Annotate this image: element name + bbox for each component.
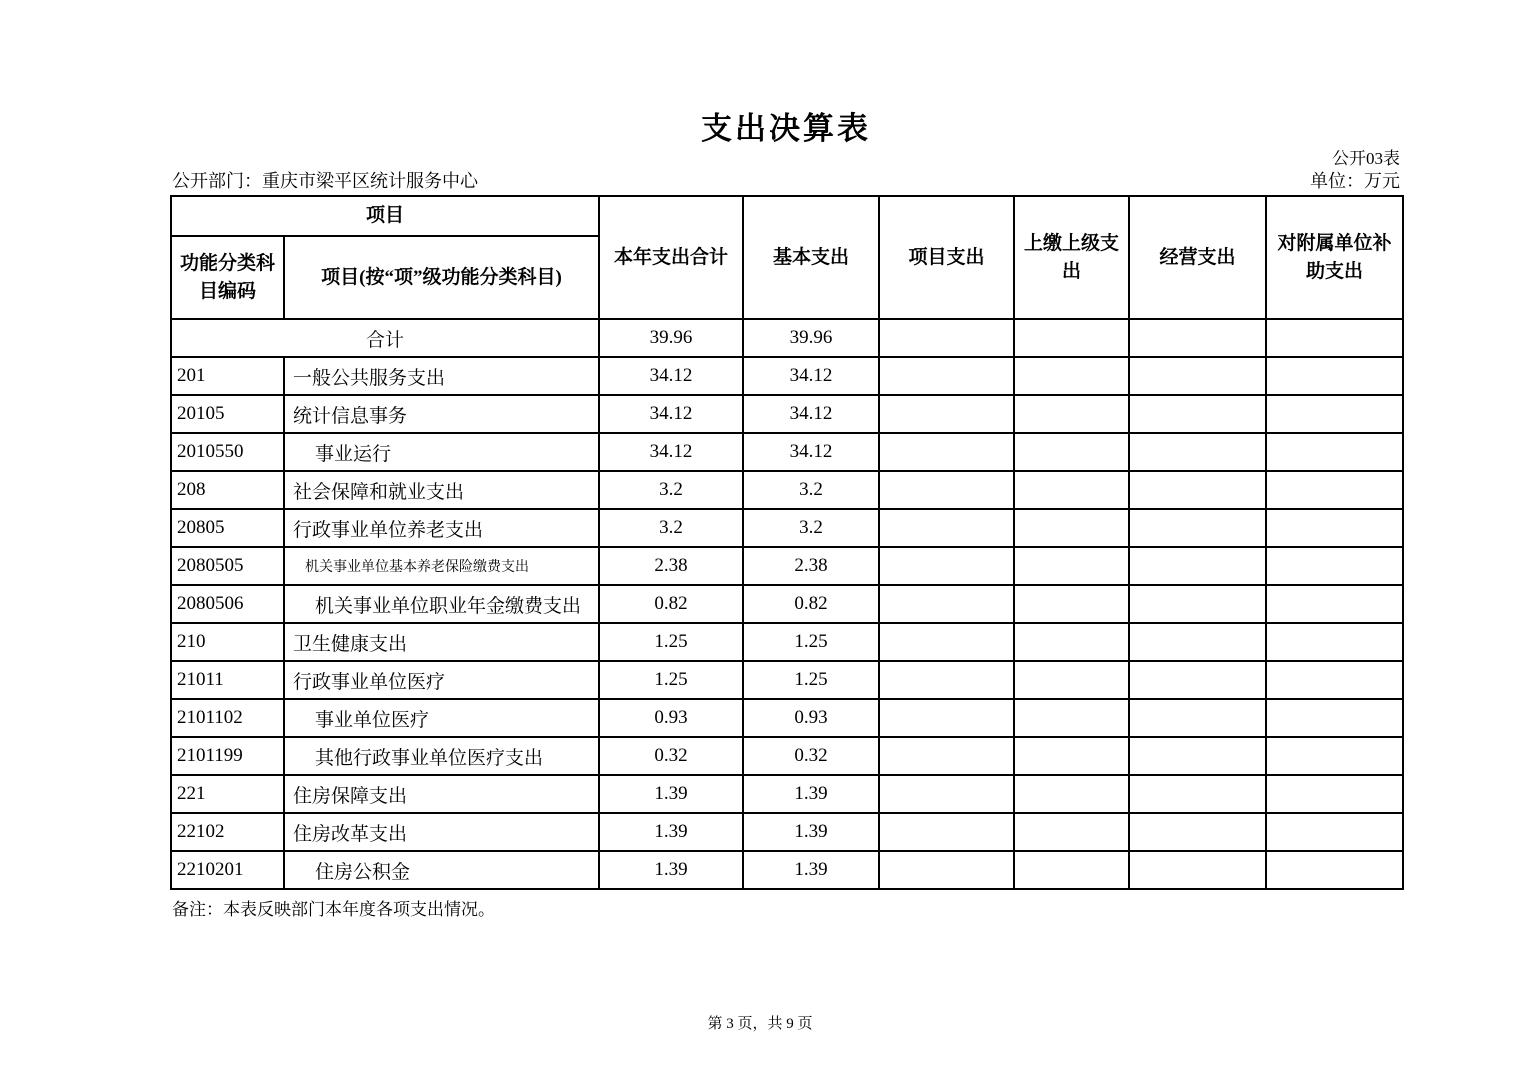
- table-row: [171, 813, 1403, 851]
- header-total-expenditure: 本年支出合计: [599, 196, 743, 319]
- table-row: [171, 585, 1403, 623]
- row-subsidy: [1266, 471, 1403, 509]
- row-operating: [1129, 775, 1266, 813]
- row-basic: 3.2: [743, 509, 879, 547]
- table-code-label: 公开03表: [1332, 149, 1400, 168]
- row-upper: [1014, 395, 1129, 433]
- row-name: 行政事业单位医疗: [284, 661, 599, 699]
- row-upper: [1014, 775, 1129, 813]
- row-subsidy: [1266, 433, 1403, 471]
- row-code: 210: [171, 623, 284, 661]
- row-project: [879, 547, 1014, 585]
- page-number: 第 3 页，共 9 页: [707, 1016, 813, 1032]
- row-project: [879, 699, 1014, 737]
- row-project: [879, 395, 1014, 433]
- header-row-group: [171, 196, 1403, 236]
- row-code: 20105: [171, 395, 284, 433]
- table-row: [171, 471, 1403, 509]
- table-row: [171, 737, 1403, 775]
- row-name: 社会保障和就业支出: [284, 471, 599, 509]
- table-row: [171, 509, 1403, 547]
- row-total: 0.93: [599, 699, 743, 737]
- total-project: [879, 319, 1014, 357]
- row-upper: [1014, 547, 1129, 585]
- row-code: 2080506: [171, 585, 284, 623]
- row-code: 20805: [171, 509, 284, 547]
- row-basic: 0.93: [743, 699, 879, 737]
- row-subsidy: [1266, 585, 1403, 623]
- department-label: 公开部门：重庆市梁平区统计服务中心: [172, 171, 478, 191]
- row-project: [879, 357, 1014, 395]
- table-row: [171, 851, 1403, 889]
- row-upper: [1014, 699, 1129, 737]
- row-operating: [1129, 547, 1266, 585]
- row-name: 住房保障支出: [284, 775, 599, 813]
- table-row: [171, 433, 1403, 471]
- table-row: [171, 357, 1403, 395]
- row-basic: 34.12: [743, 395, 879, 433]
- row-operating: [1129, 737, 1266, 775]
- row-code: 201: [171, 357, 284, 395]
- row-code: 2010550: [171, 433, 284, 471]
- row-total: 1.39: [599, 813, 743, 851]
- row-basic: 3.2: [743, 471, 879, 509]
- row-code: 208: [171, 471, 284, 509]
- row-name: 事业单位医疗: [284, 699, 599, 737]
- row-project: [879, 661, 1014, 699]
- header-project-expenditure: 项目支出: [879, 196, 1014, 319]
- row-total: 34.12: [599, 433, 743, 471]
- row-subsidy: [1266, 509, 1403, 547]
- row-project: [879, 775, 1014, 813]
- total-label: 合计: [171, 319, 599, 357]
- header-upper-level-payment: 上缴上级支出: [1014, 196, 1129, 319]
- row-name: 机关事业单位基本养老保险缴费支出: [284, 547, 599, 585]
- row-project: [879, 813, 1014, 851]
- total-basic: 39.96: [743, 319, 879, 357]
- row-code: 2210201: [171, 851, 284, 889]
- row-name: 住房改革支出: [284, 813, 599, 851]
- sheet-area: [170, 0, 1402, 1074]
- total-operating: [1129, 319, 1266, 357]
- table-body: [171, 319, 1403, 889]
- row-upper: [1014, 509, 1129, 547]
- row-name: 事业运行: [284, 433, 599, 471]
- row-upper: [1014, 585, 1129, 623]
- meta-row: [172, 167, 1400, 193]
- row-code: 21011: [171, 661, 284, 699]
- row-total: 34.12: [599, 357, 743, 395]
- total-row: [171, 319, 1403, 357]
- header-group-project: 项目: [171, 196, 599, 236]
- row-upper: [1014, 737, 1129, 775]
- row-code: 2080505: [171, 547, 284, 585]
- expenditure-table: [170, 195, 1404, 890]
- row-total: 1.39: [599, 851, 743, 889]
- row-project: [879, 433, 1014, 471]
- header-function-code: 功能分类科目编码: [171, 236, 284, 319]
- row-upper: [1014, 623, 1129, 661]
- row-upper: [1014, 851, 1129, 889]
- row-subsidy: [1266, 357, 1403, 395]
- row-basic: 1.25: [743, 661, 879, 699]
- header-operating-expenditure: 经营支出: [1129, 196, 1266, 319]
- table-row: [171, 699, 1403, 737]
- row-subsidy: [1266, 395, 1403, 433]
- row-operating: [1129, 813, 1266, 851]
- row-upper: [1014, 471, 1129, 509]
- unit-label: 单位：万元: [1310, 171, 1400, 191]
- row-total: 34.12: [599, 395, 743, 433]
- row-upper: [1014, 813, 1129, 851]
- row-project: [879, 737, 1014, 775]
- table-row: [171, 395, 1403, 433]
- header-subsidy-to-affiliates: 对附属单位补助支出: [1266, 196, 1403, 319]
- row-operating: [1129, 623, 1266, 661]
- row-operating: [1129, 699, 1266, 737]
- row-basic: 1.25: [743, 623, 879, 661]
- row-total: 3.2: [599, 471, 743, 509]
- note-text: 备注：本表反映部门本年度各项支出情况。: [172, 900, 495, 919]
- row-project: [879, 623, 1014, 661]
- table-row: [171, 547, 1403, 585]
- table-header: [171, 196, 1403, 319]
- row-total: 2.38: [599, 547, 743, 585]
- row-basic: 2.38: [743, 547, 879, 585]
- row-upper: [1014, 357, 1129, 395]
- row-subsidy: [1266, 699, 1403, 737]
- row-basic: 0.32: [743, 737, 879, 775]
- row-name: 其他行政事业单位医疗支出: [284, 737, 599, 775]
- row-subsidy: [1266, 547, 1403, 585]
- total-total: 39.96: [599, 319, 743, 357]
- row-total: 0.32: [599, 737, 743, 775]
- row-total: 0.82: [599, 585, 743, 623]
- row-subsidy: [1266, 813, 1403, 851]
- row-subsidy: [1266, 661, 1403, 699]
- row-operating: [1129, 471, 1266, 509]
- row-basic: 1.39: [743, 775, 879, 813]
- header-item-name: 项目(按“项”级功能分类科目): [284, 236, 599, 319]
- row-name: 住房公积金: [284, 851, 599, 889]
- row-basic: 34.12: [743, 433, 879, 471]
- row-upper: [1014, 433, 1129, 471]
- page-title: 支出决算表: [701, 111, 871, 146]
- row-operating: [1129, 661, 1266, 699]
- row-total: 1.39: [599, 775, 743, 813]
- row-operating: [1129, 357, 1266, 395]
- total-upper: [1014, 319, 1129, 357]
- table-row: [171, 623, 1403, 661]
- row-upper: [1014, 661, 1129, 699]
- row-project: [879, 509, 1014, 547]
- row-basic: 0.82: [743, 585, 879, 623]
- total-subsidy: [1266, 319, 1403, 357]
- row-subsidy: [1266, 775, 1403, 813]
- row-name: 统计信息事务: [284, 395, 599, 433]
- row-subsidy: [1266, 851, 1403, 889]
- row-name: 行政事业单位养老支出: [284, 509, 599, 547]
- row-subsidy: [1266, 737, 1403, 775]
- row-basic: 1.39: [743, 851, 879, 889]
- row-code: 2101102: [171, 699, 284, 737]
- row-basic: 34.12: [743, 357, 879, 395]
- row-operating: [1129, 433, 1266, 471]
- row-code: 22102: [171, 813, 284, 851]
- row-name: 一般公共服务支出: [284, 357, 599, 395]
- row-project: [879, 851, 1014, 889]
- header-basic-expenditure: 基本支出: [743, 196, 879, 319]
- row-subsidy: [1266, 623, 1403, 661]
- row-operating: [1129, 395, 1266, 433]
- table-row: [171, 661, 1403, 699]
- row-operating: [1129, 509, 1266, 547]
- row-operating: [1129, 851, 1266, 889]
- row-operating: [1129, 585, 1266, 623]
- row-code: 2101199: [171, 737, 284, 775]
- table-row: [171, 775, 1403, 813]
- row-name: 机关事业单位职业年金缴费支出: [284, 585, 599, 623]
- row-project: [879, 471, 1014, 509]
- row-total: 3.2: [599, 509, 743, 547]
- row-basic: 1.39: [743, 813, 879, 851]
- row-project: [879, 585, 1014, 623]
- row-name: 卫生健康支出: [284, 623, 599, 661]
- row-code: 221: [171, 775, 284, 813]
- row-total: 1.25: [599, 661, 743, 699]
- row-total: 1.25: [599, 623, 743, 661]
